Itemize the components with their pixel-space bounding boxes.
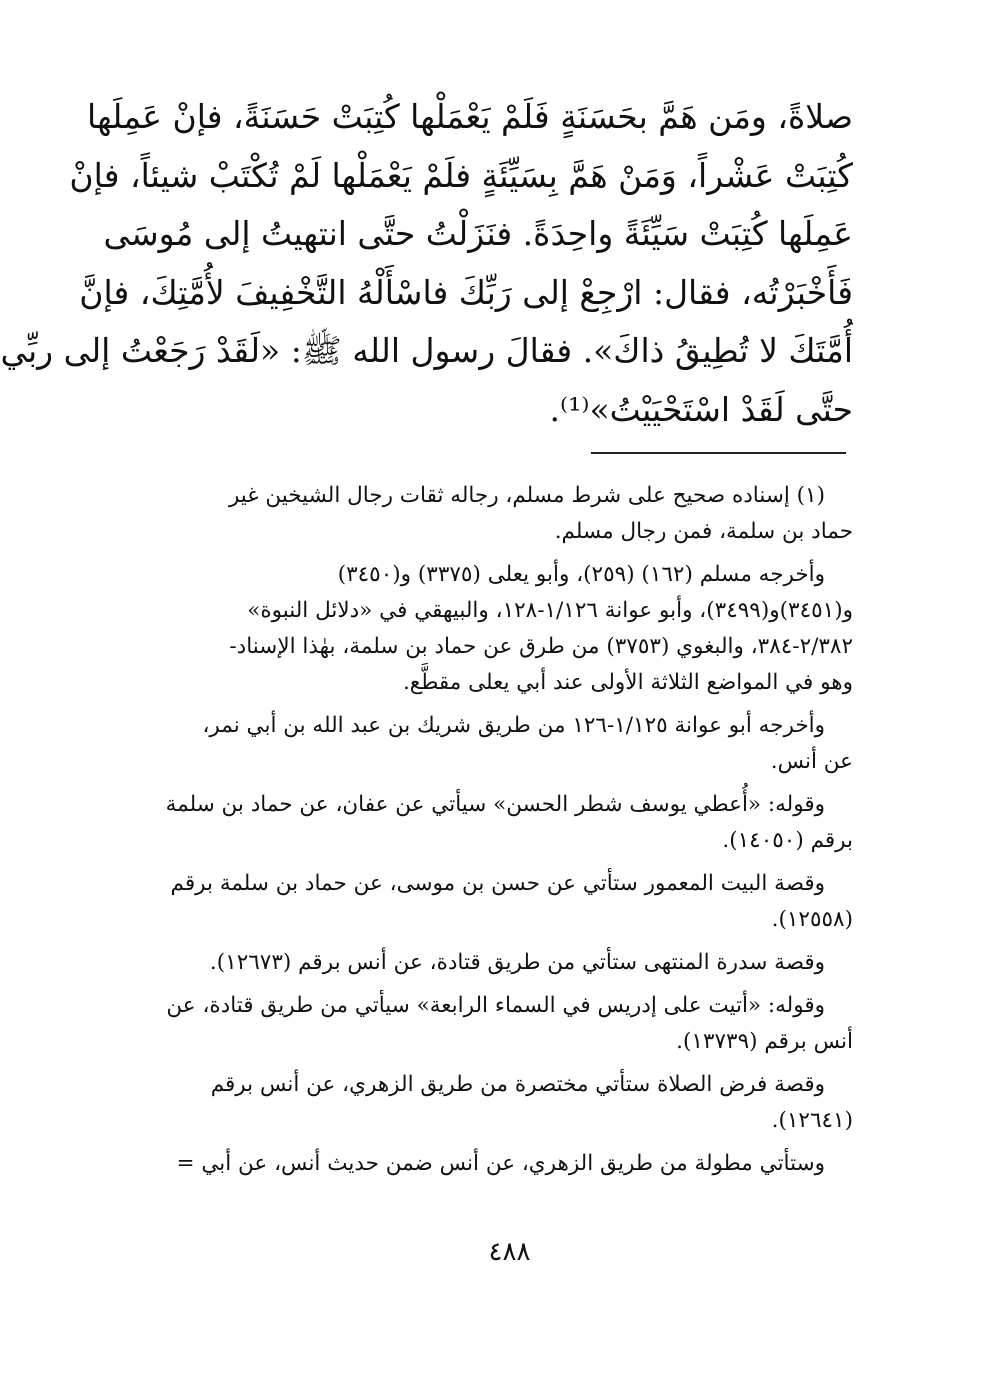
footnote-line: وقصة سدرة المنتهى ستأتي من طريق قتادة، عن أنس برقم (١٢٦٧٣). — [209, 950, 825, 975]
footnote-line: وقوله: «أتيت على إدريس في السماء الرابعة» سيأتي من طريق قتادة، عن — [166, 993, 825, 1018]
footnote-paragraph — [153, 478, 853, 550]
footnote-paragraph — [153, 945, 853, 981]
main-text-line: صلاةً، ومَن هَمَّ بحَسَنَةٍ فَلَمْ يَعْمَلْها كُتِبَتْ حَسَنَةً، فإنْ عَمِلَها — [87, 97, 853, 136]
footnote-line: وستأتي مطولة من طريق الزهري، عن أنس ضمن حديث أنس، عن أبي = — [176, 1151, 825, 1176]
footnote-line: حماد بن سلمة، فمن رجال مسلم. — [554, 519, 853, 544]
footnote-paragraph — [153, 557, 853, 701]
footnote-line: (١) إسناده صحيح على شرط مسلم، رجاله ثقات رجال الشيخين غير — [228, 483, 825, 508]
footnote-line: ٢/٣٨٢-٣٨٤، والبغوي (٣٧٥٣) من طرق عن حماد بن سلمة، بهٰذا الإسناد- — [229, 634, 853, 659]
footnote-line: وقصة البيت المعمور ستأتي عن حسن بن موسى، عن حماد بن سلمة برقم — [170, 871, 825, 896]
footnote-line: وأخرجه مسلم (١٦٢) (٢٥٩)، وأبو يعلى (٣٣٧٥) و(٣٤٥٠) — [337, 562, 825, 587]
footnote-line: وقصة فرض الصلاة ستأتي مختصرة من طريق الزهري، عن أنس برقم — [210, 1072, 825, 1097]
main-text-line: كُتِبَتْ عَشْراً، وَمَنْ هَمَّ بِسَيِّئَةٍ فلَمْ يَعْمَلْها لَمْ تُكْتَبْ شيئاً، فإنْ — [69, 155, 853, 195]
footnote-line: عن أنس. — [770, 749, 853, 774]
footnote-line: وهو في المواضع الثلاثة الأولى عند أبي يعلى مقطَّع. — [402, 670, 853, 695]
footnote-line: و(٣٤٥١)و(٣٤٩٩)، وأبو عوانة ١/١٢٦-١٢٨، والبيهقي في «دلائل النبوة» — [247, 598, 853, 623]
main-text-line: فَأَخْبَرْتُه، فقال: ارْجِعْ إلى رَبِّكَ فاسْأَلْهُ التَّخْفِيفَ لأُمَّتِكَ، فإنَّ — [79, 272, 853, 312]
footnote-line: (١٢٦٤١). — [771, 1108, 853, 1133]
main-text-line: عَمِلَها كُتِبَتْ سَيِّئَةً واحِدَةً. فنَزَلْتُ حتَّى انتهيتُ إلى مُوسَى — [103, 214, 853, 253]
footnote-paragraph — [153, 1146, 853, 1182]
main-text — [0, 88, 853, 439]
footnote-paragraph — [153, 787, 853, 859]
main-text-line: أُمَّتَكَ لا تُطِيقُ ذاكَ». فقالَ رسول الله ﷺ: «لَقَدْ رَجَعْتُ إلى ربِّي — [0, 331, 853, 370]
footnote-line: (١٢٥٥٨). — [771, 907, 853, 932]
main-text-line: حتَّى لَقَدْ اسْتَحْيَيْتُ»⁽¹⁾. — [549, 389, 853, 429]
page-number: ٤٨٨ — [488, 1237, 531, 1267]
footnote-line: برقم (١٤٠٥٠). — [722, 828, 853, 853]
footnote-line: أنس برقم (١٣٧٣٩). — [676, 1029, 853, 1054]
footnote-line: وأخرجه أبو عوانة ١/١٢٥-١٢٦ من طريق شريك بن عبد الله بن أبي نمر، — [202, 713, 825, 738]
footnotes — [153, 478, 853, 1189]
footnote-line: وقوله: «أُعطي يوسف شطر الحسن» سيأتي عن عفان، عن حماد بن سلمة — [165, 792, 825, 817]
footnote-paragraph — [153, 988, 853, 1060]
footnote-separator — [591, 452, 846, 454]
footnote-paragraph — [153, 1067, 853, 1139]
footnote-paragraph — [153, 866, 853, 938]
footnote-paragraph — [153, 708, 853, 780]
